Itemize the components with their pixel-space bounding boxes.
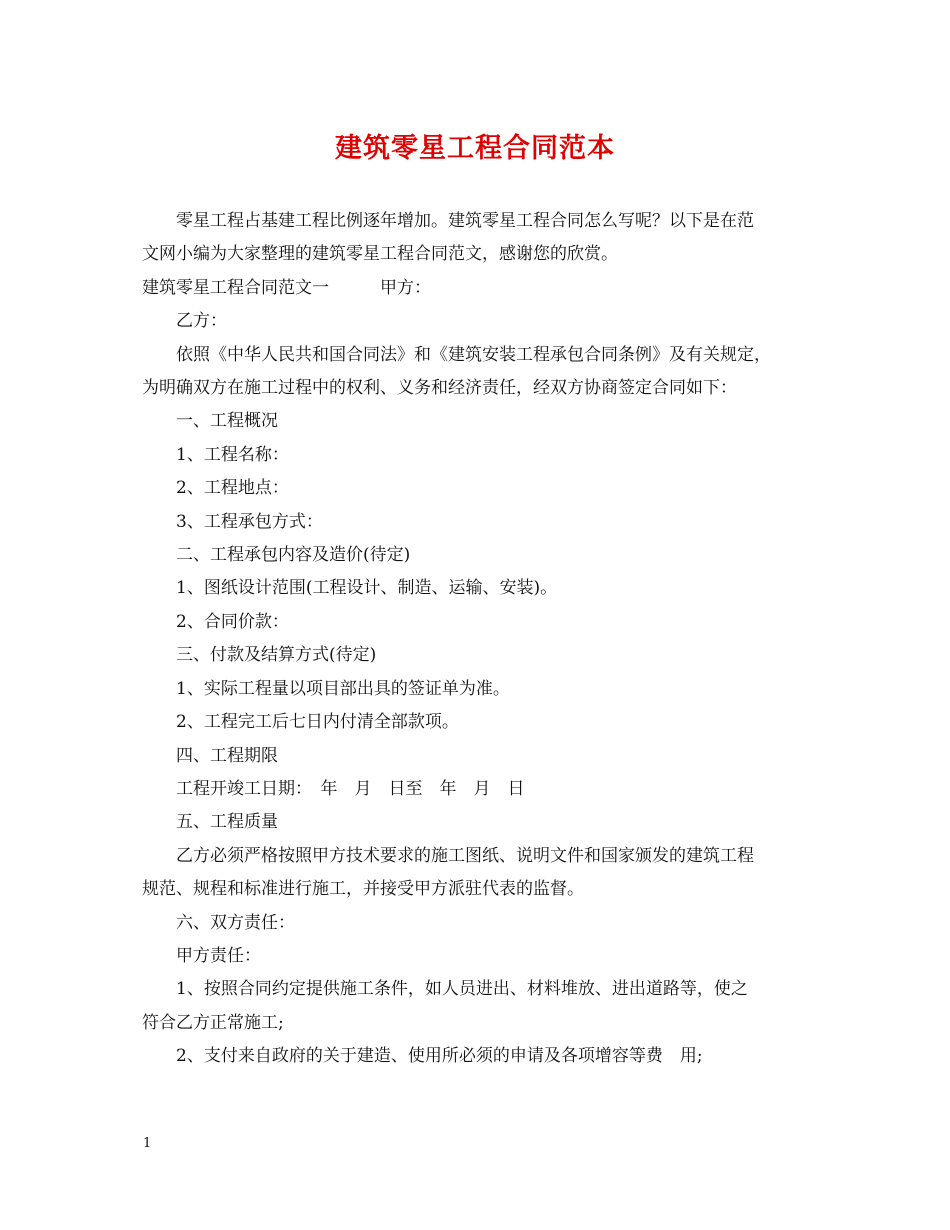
page-number: 1 <box>143 1136 152 1151</box>
body-line: 乙方： <box>176 311 227 332</box>
section-heading: 三、付款及结算方式(待定) <box>176 645 377 666</box>
body-line: 依照《中华人民共和国合同法》和《建筑安装工程承包合同条例》及有关规定， <box>176 344 771 365</box>
body-line: 2、合同价款： <box>176 611 289 632</box>
body-line: 1、工程名称： <box>176 444 289 465</box>
section-heading: 五、工程质量 <box>176 812 278 833</box>
document-body <box>142 205 822 1074</box>
body-line: 符合乙方正常施工; <box>142 1012 284 1033</box>
section-heading: 二、工程承包内容及造价(待定) <box>176 545 411 566</box>
document-title: 建筑零星工程合同范本 <box>335 133 615 164</box>
body-line: 1、按照合同约定提供施工条件，如人员进出、材料堆放、进出道路等，使之 <box>176 979 748 1000</box>
body-line: 文网小编为大家整理的建筑零星工程合同范文，感谢您的欣赏。 <box>142 244 618 265</box>
body-line: 2、工程地点： <box>176 478 289 499</box>
body-line: 零星工程占基建工程比例逐年增加。建筑零星工程合同怎么写呢？以下是在范 <box>176 211 754 231</box>
body-line: 规范、规程和标准进行施工，并接受甲方派驻代表的监督。 <box>142 879 584 900</box>
body-line: 工程开竣工日期： 年 月 日至 年 月 日 <box>176 778 525 799</box>
body-line: 2、支付来自政府的关于建造、使用所必须的申请及各项增容等费 用; <box>176 1046 703 1067</box>
body-line: 乙方必须严格按照甲方技术要求的施工图纸、说明文件和国家颁发的建筑工程 <box>176 845 754 866</box>
body-line: 3、工程承包方式： <box>176 511 323 532</box>
body-line: 1、实际工程量以项目部出具的签证单为准。 <box>176 678 510 699</box>
body-line: 甲方责任： <box>176 945 261 966</box>
body-line: 建筑零星工程合同范文一 甲方： <box>142 277 431 298</box>
body-line: 2、工程完工后七日内付清全部款项。 <box>176 712 459 733</box>
body-line: 为明确双方在施工过程中的权利、义务和经济责任，经双方协商签定合同如下： <box>142 378 737 399</box>
body-line: 1、图纸设计范围(工程设计、制造、运输、安装)。 <box>176 578 558 599</box>
section-heading: 四、工程期限 <box>176 745 278 766</box>
section-heading: 六、双方责任： <box>176 912 295 933</box>
section-heading: 一、工程概况 <box>176 411 278 432</box>
